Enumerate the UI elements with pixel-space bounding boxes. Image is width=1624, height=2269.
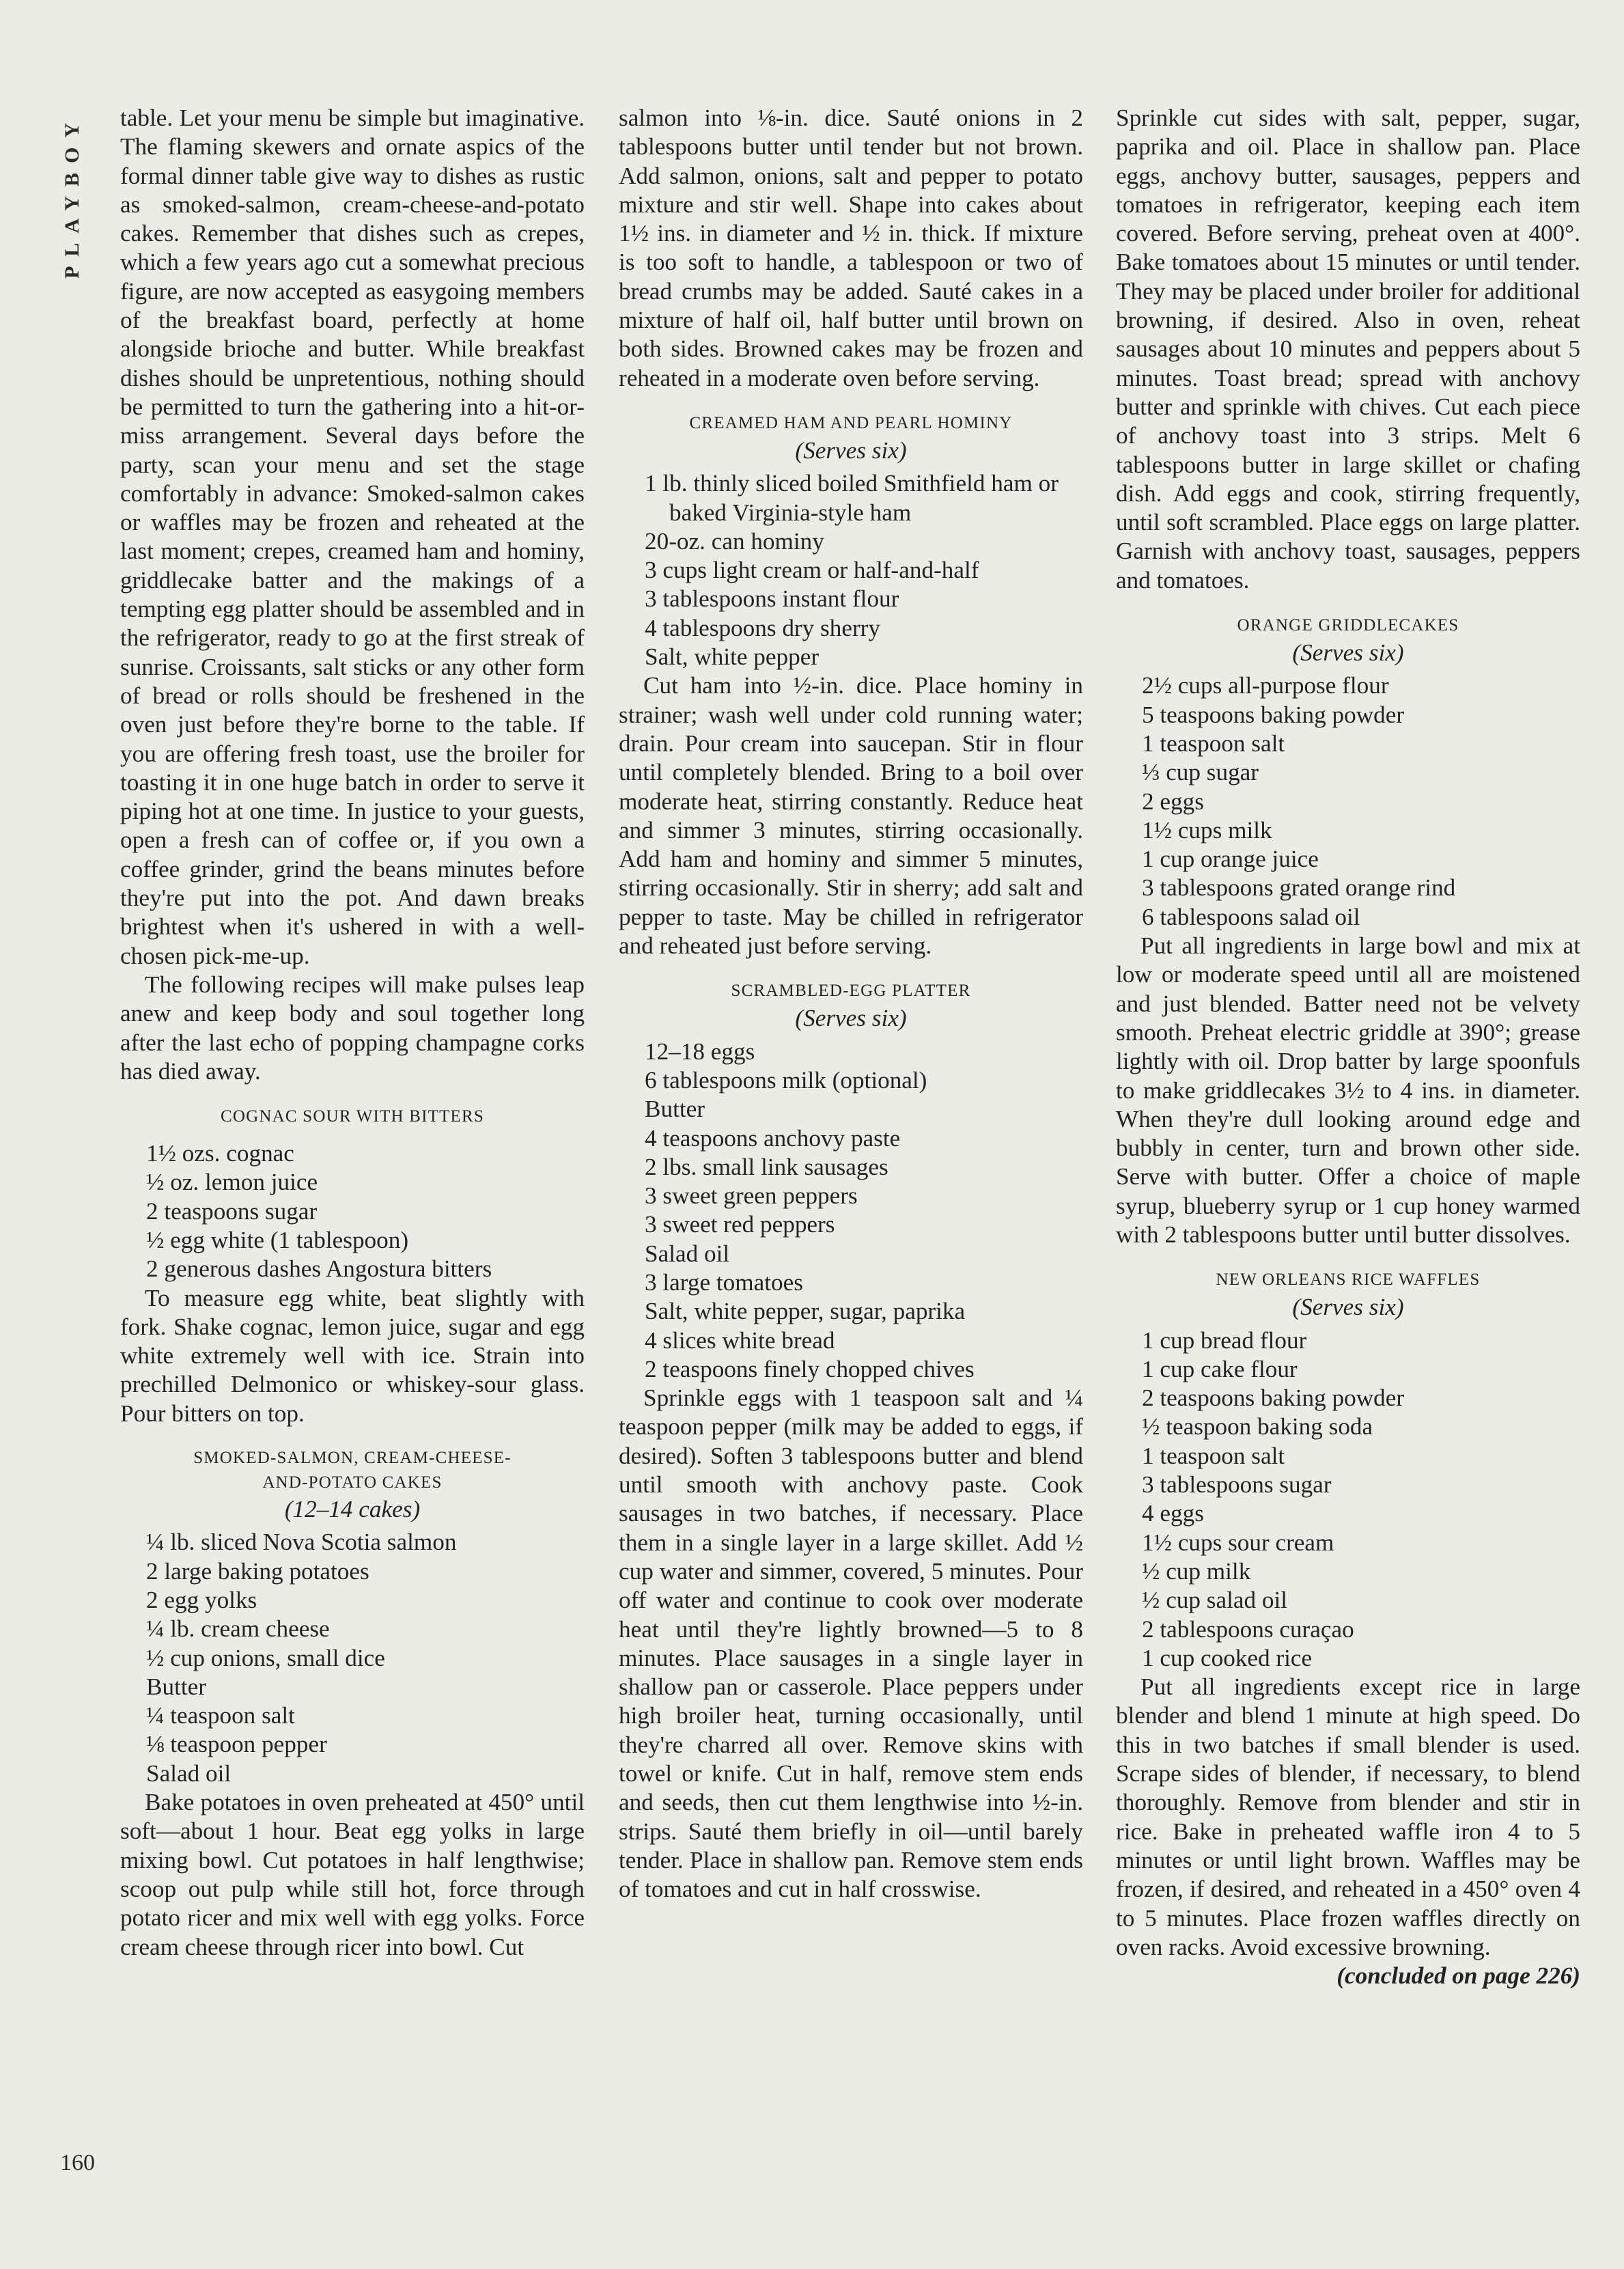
ingredient: 4 teaspoons anchovy paste: [645, 1124, 901, 1152]
masthead-text: PLAYBOY: [61, 113, 83, 279]
lead-paragraph: The following recipes will make pulses leap anew and keep body and soul together long after the last echo of popping champagne corks has died away.: [120, 971, 585, 1085]
ingredient: Salt, white pepper, sugar, paprika: [645, 1298, 966, 1325]
ingredient: 3 sweet red peppers: [645, 1211, 835, 1238]
masthead: [57, 113, 85, 279]
ingredient: 2 large baking potatoes: [146, 1557, 369, 1585]
ingredient: 2 teaspoons finely chopped chives: [645, 1355, 975, 1382]
ingredient: 2 egg yolks: [146, 1586, 257, 1613]
ingredient: 2 generous dashes Angostura bitters: [146, 1255, 492, 1283]
ingredient: 2 eggs: [1142, 788, 1204, 815]
ingredient: 2 teaspoons sugar: [146, 1197, 318, 1225]
ingredient: 4 slices white bread: [645, 1326, 835, 1354]
ingredient: 3 tablespoons grated orange rind: [1142, 874, 1456, 902]
ingredient: 12–18 eggs: [645, 1038, 755, 1065]
recipe-title-cognac-sour: COGNAC SOUR WITH BITTERS: [221, 1107, 484, 1126]
ingredient: 1 teaspoon salt: [1142, 729, 1285, 757]
ingredient: 2 tablespoons curaçao: [1142, 1615, 1354, 1643]
ingredient: 1 cup cake flour: [1142, 1355, 1298, 1382]
ingredient: ⅛ teaspoon pepper: [146, 1731, 327, 1758]
recipe-method: To measure egg white, beat slightly with fork. Shake cognac, lemon juice, sugar and egg white extremely well with ice. Strain into prechilled Delmonico or whiskey-sour glass. Pour bitters on top.: [120, 1284, 585, 1427]
ingredient: 5 teaspoons baking powder: [1142, 701, 1405, 728]
ingredient-list-cognac-sour: [120, 1139, 585, 1283]
continued-notice: (concluded on page 226): [1336, 1962, 1580, 1990]
ingredient: 20-oz. can hominy: [645, 527, 824, 555]
recipe-method: Put all ingredients except rice in large blender and blend 1 minute at high speed. Do this in two batches if small blender is used. Scrape sides of blender, if necessary, to blend thoroughly. Remove from blender and stir in rice. Bake in preheated waffle iron 4 to 5 minutes or until light brown. Waffles may be frozen, if desired, and reheated in a 450° oven 4 to 5 minutes. Place frozen waffles directly on oven racks. Avoid excessive browning.: [1116, 1673, 1580, 1960]
recipe-yield: (Serves six): [1292, 639, 1404, 667]
ingredient-list-salmon-cakes: [120, 1528, 585, 1788]
continued-paragraph: Sprinkle cut sides with salt, pepper, sugar, paprika and oil. Place in shallow pan. Place eggs, anchovy butter, sausages, peppers and tomatoes in refrigerator, keeping each item covered. Before serving, preheat oven at 400°. Bake tomatoes about 15 minutes or until tender. They may be placed under broiler for additional browning, if desired. Also in oven, reheat sausages about 10 minutes and peppers about 5 minutes. Toast bread; spread with anchovy butter and sprinkle with chives. Cut each piece of anchovy toast into 3 strips. Melt 6 tablespoons butter in large skillet or chafing dish. Add eggs and cook, stirring frequently, until soft scrambled. Place eggs on large platter. Garnish with anchovy toast, sausages, peppers and tomatoes.: [1116, 105, 1580, 594]
column-1: [120, 104, 585, 1962]
ingredient: 6 tablespoons milk (optional): [645, 1066, 927, 1094]
ingredient: 1½ cups sour cream: [1142, 1529, 1334, 1556]
ingredient: Salad oil: [645, 1240, 730, 1267]
ingredient: 1½ cups milk: [1142, 816, 1272, 844]
recipe-yield: (Serves six): [795, 1005, 907, 1032]
ingredient: ½ oz. lemon juice: [146, 1169, 318, 1196]
ingredient-list-rice-waffles: [1116, 1326, 1580, 1673]
ingredient: ½ teaspoon baking soda: [1142, 1413, 1373, 1440]
ingredient: 4 eggs: [1142, 1500, 1204, 1527]
ingredient-list-creamed-ham: [619, 469, 1083, 671]
ingredient: ¼ lb. sliced Nova Scotia salmon: [146, 1529, 457, 1556]
ingredient: 3 tablespoons instant flour: [645, 585, 899, 613]
column-3: [1116, 104, 1580, 1990]
ingredient: Butter: [146, 1673, 206, 1700]
ingredient: ½ cup onions, small dice: [146, 1644, 385, 1671]
ingredient: 1 cup bread flour: [1142, 1326, 1307, 1354]
ingredient: ⅓ cup sugar: [1142, 759, 1259, 786]
recipe-title-orange-griddlecakes: ORANGE GRIDDLECAKES: [1237, 616, 1459, 635]
recipe-title-line: AND-POTATO CAKES: [262, 1473, 443, 1492]
continued-paragraph: salmon into ⅛-in. dice. Sauté onions in 2 tablespoons butter until tender but not brown. Add salmon, onions, salt and pepper to potato mixture and stir well. Shape into cakes about 1½ ins. in diameter and ½ in. thick. If mixture is too soft to handle, a tablespoon or two of bread crumbs may be added. Sauté cakes in a mixture of half oil, half butter until brown on both sides. Browned cakes may be frozen and reheated in a moderate oven before serving.: [619, 105, 1083, 391]
recipe-method: Cut ham into ½-in. dice. Place hominy in strainer; wash well under cold running water; drain. Pour cream into saucepan. Stir in flour until completely blended. Bring to a boil over moderate heat, stirring constantly. Reduce heat and simmer 3 minutes, stirring occasionally. Add ham and hominy and simmer 5 minutes, stirring occasionally. Stir in sherry; add salt and pepper to taste. May be chilled in refrigerator and reheated just before serving.: [619, 672, 1083, 960]
column-2: [619, 104, 1083, 1904]
recipe-title-salmon-cakes: [120, 1446, 585, 1495]
recipe-title-rice-waffles: NEW ORLEANS RICE WAFFLES: [1216, 1270, 1481, 1290]
ingredient: 2½ cups all-purpose flour: [1142, 672, 1389, 699]
ingredient: 2 lbs. small link sausages: [645, 1153, 888, 1180]
recipe-method: Sprinkle eggs with 1 teaspoon salt and ¼ teaspoon pepper (milk may be added to eggs, if desired). Soften 3 tablespoons butter and blend until smooth with anchovy paste. Cook sausages in two batches, if necessary. Place them in a single layer in a large skillet. Add ½ cup water and simmer, covered, 5 minutes. Pour off water and continue to cook over moderate heat until they're lightly browned—5 to 8 minutes. Place sausages in a single layer in shallow pan or casserole. Place peppers under high broiler heat, turning occasionally, until they're charred all over. Remove skins with towel or knife. Cut in half, remove stem ends and seeds, then cut them lengthwise into ½-in. strips. Sauté them briefly in oil—until barely tender. Place in shallow pan. Remove stem ends of tomatoes and cut in half crosswise.: [619, 1384, 1083, 1903]
ingredient: ½ cup milk: [1142, 1557, 1251, 1585]
ingredient: 6 tablespoons salad oil: [1142, 903, 1360, 930]
ingredient: 3 cups light cream or half-and-half: [645, 557, 979, 584]
ingredient: ½ egg white (1 tablespoon): [146, 1226, 409, 1253]
recipe-yield: (Serves six): [795, 436, 907, 464]
recipe-title-line: SMOKED-SALMON, CREAM-CHEESE-: [193, 1449, 512, 1468]
intro-paragraph: table. Let your menu be simple but imaginative. The flaming skewers and ornate aspics of the formal dinner table give way to dishes as rustic as smoked-salmon, cream-cheese-and-potato cakes. Remember that dishes such as crepes, which a few years ago cut a somewhat precious figure, are now accepted as easygoing members of the breakfast board, perfectly at home alongside brioche and butter. While breakfast dishes should be unpretentious, nothing should be permitted to turn the gathering into a hit-or-miss arrangement. Several days before the party, scan your menu and set the stage comfortably in advance: Smoked-salmon cakes or waffles may be frozen and reheated at the last moment; crepes, creamed ham and hominy, griddlecake batter and the makings of a tempting egg platter should be assembled and in the refrigerator, ready to go at the first streak of sunrise. Croissants, salt sticks or any other form of bread or rolls should be freshened in the oven just before they're borne to the table. If you are offering fresh toast, use the broiler for toasting it in one huge batch in order to serve it piping hot at one time. In justice to your guests, open a fresh can of coffee or, if you own a coffee grinder, grind the beans minutes before they're put into the pot. And dawn breaks brightest when it's ushered in with a well-chosen pick-me-up.: [120, 105, 585, 969]
recipe-method: Put all ingredients in large bowl and mix at low or moderate speed until all are moistened and just blended. Batter need not be velvety smooth. Preheat electric griddle at 390°; grease lightly with oil. Drop batter by large spoonfuls to make griddlecakes 3½ to 4 ins. in diameter. When they're dull looking around edge and bubbly in center, turn and brown other side. Serve with butter. Offer a choice of maple syrup, blueberry syrup or 1 cup honey warmed with 2 tablespoons butter until butter dissolves.: [1116, 932, 1580, 1248]
ingredient: 1½ ozs. cognac: [146, 1140, 294, 1167]
recipe-method: Bake potatoes in oven preheated at 450° until soft—about 1 hour. Beat egg yolks in large mixing bowl. Cut potatoes in half lengthwise; scoop out pulp while still hot, force through potato ricer and mix well with egg yolks. Force cream cheese through ricer into bowl. Cut: [120, 1789, 585, 1960]
ingredient: ¼ teaspoon salt: [146, 1702, 295, 1729]
ingredient: Salt, white pepper: [645, 643, 820, 671]
ingredient: 3 large tomatoes: [645, 1268, 803, 1296]
ingredient: 1 teaspoon salt: [1142, 1442, 1285, 1469]
ingredient: 3 tablespoons sugar: [1142, 1471, 1332, 1499]
ingredient: ¼ lb. cream cheese: [146, 1615, 330, 1643]
ingredient: Butter: [645, 1096, 705, 1123]
recipe-title-egg-platter: SCRAMBLED-EGG PLATTER: [731, 982, 971, 1001]
ingredient: 1 cup orange juice: [1142, 846, 1319, 873]
recipe-title-creamed-ham: CREAMED HAM AND PEARL HOMINY: [689, 413, 1013, 432]
ingredient-list-egg-platter: [619, 1038, 1083, 1384]
ingredient: 1 cup cooked rice: [1142, 1644, 1313, 1671]
ingredient: 3 sweet green peppers: [645, 1182, 858, 1210]
ingredient: ½ cup salad oil: [1142, 1587, 1288, 1614]
ingredient: 2 teaspoons baking powder: [1142, 1384, 1405, 1412]
ingredient: 1 lb. thinly sliced boiled Smithfield ham or baked Virginia-style ham: [645, 470, 1059, 526]
page-number: 160: [60, 2150, 95, 2175]
ingredient-list-griddlecakes: [1116, 671, 1580, 932]
recipe-yield: (Serves six): [1292, 1294, 1404, 1321]
ingredient: Salad oil: [146, 1759, 232, 1787]
recipe-yield: (12–14 cakes): [284, 1496, 421, 1523]
ingredient: 4 tablespoons dry sherry: [645, 614, 880, 641]
